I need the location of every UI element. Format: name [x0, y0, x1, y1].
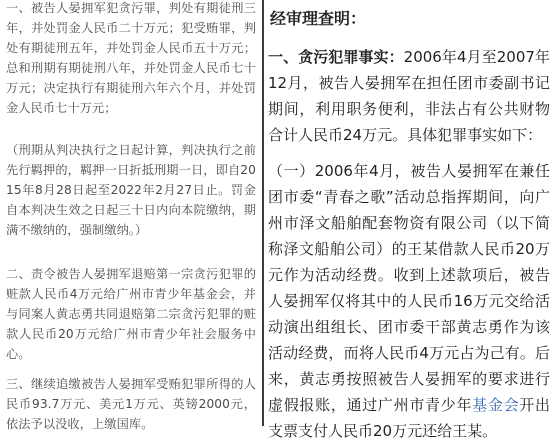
fact-1-text-b: 开出支票支付人民币20万元还给王某。 — [268, 396, 550, 440]
foundation-link[interactable]: 基金会 — [472, 396, 520, 414]
embezzlement-facts-paragraph — [268, 44, 550, 148]
embezzlement-facts-title: 一、贪污犯罪事实： — [268, 48, 404, 66]
fact-1-text-a: （一）2006年4月，被告人晏拥军在兼任团市委“青春之歌”活动总指挥期间，向广州市泽文船舶配套物资有限公司（以下简称泽文船舶公司）的王某借款人民币20万元作为活动经费。收到上述款项后，被告人晏拥军仅将其中的人民币16万元交给活动演出组组长、团市委干部黄志勇作为该活动经费，而将人民币4万元占为己有。后来，黄志勇按照被告人晏拥军的要求进行虚假报账，通过广州市青少年 — [268, 162, 550, 414]
section-heading: 经审理查明： — [270, 9, 367, 28]
embezzlement-facts-text: 2006年4月至2007年12月，被告人晏拥军在担任团市委副书记期间，利用职务便利，非法占有公共财物合计人民币24万元。具体犯罪事实如下： — [268, 48, 550, 144]
verdict-sentence-note: （刑期从判决执行之日起计算，判决执行之前先行羁押的，羁押一日折抵刑期一日，即自2015年8月28日起至2022年2月27日止。罚金自本判决生效之日起三十日内向本院缴纳，期满不缴纳的，强制缴纳。） — [6, 143, 256, 237]
verdict-item-2: 二、责令被告人晏拥军退赔第一宗贪污犯罪的赃款人民币4万元给广州市青少年基金会，并与同案人黄志勇共同退赔第二宗贪污犯罪的赃款人民币20万元给广州市青少年社会服务中心。 — [6, 267, 256, 361]
left-column — [0, 0, 262, 431]
right-column — [264, 0, 554, 440]
fact-1-paragraph — [268, 158, 550, 444]
verdict-item-1: 一、被告人晏拥军犯贪污罪，判处有期徒刑三年，并处罚金人民币二十万元；犯受贿罪，判处有期徒刑五年，并处罚金人民币五十万元；总和刑期有期徒刑八年，并处罚金人民币七十万元；决定执行有期徒刑六年六个月，并处罚金人民币七十万元； — [6, 1, 256, 115]
verdict-item-3: 三、继续追缴被告人晏拥军受贿犯罪所得的人民币93.7万元、美元1万元、英镑2000元，依法予以没收，上缴国库。 — [6, 377, 256, 431]
